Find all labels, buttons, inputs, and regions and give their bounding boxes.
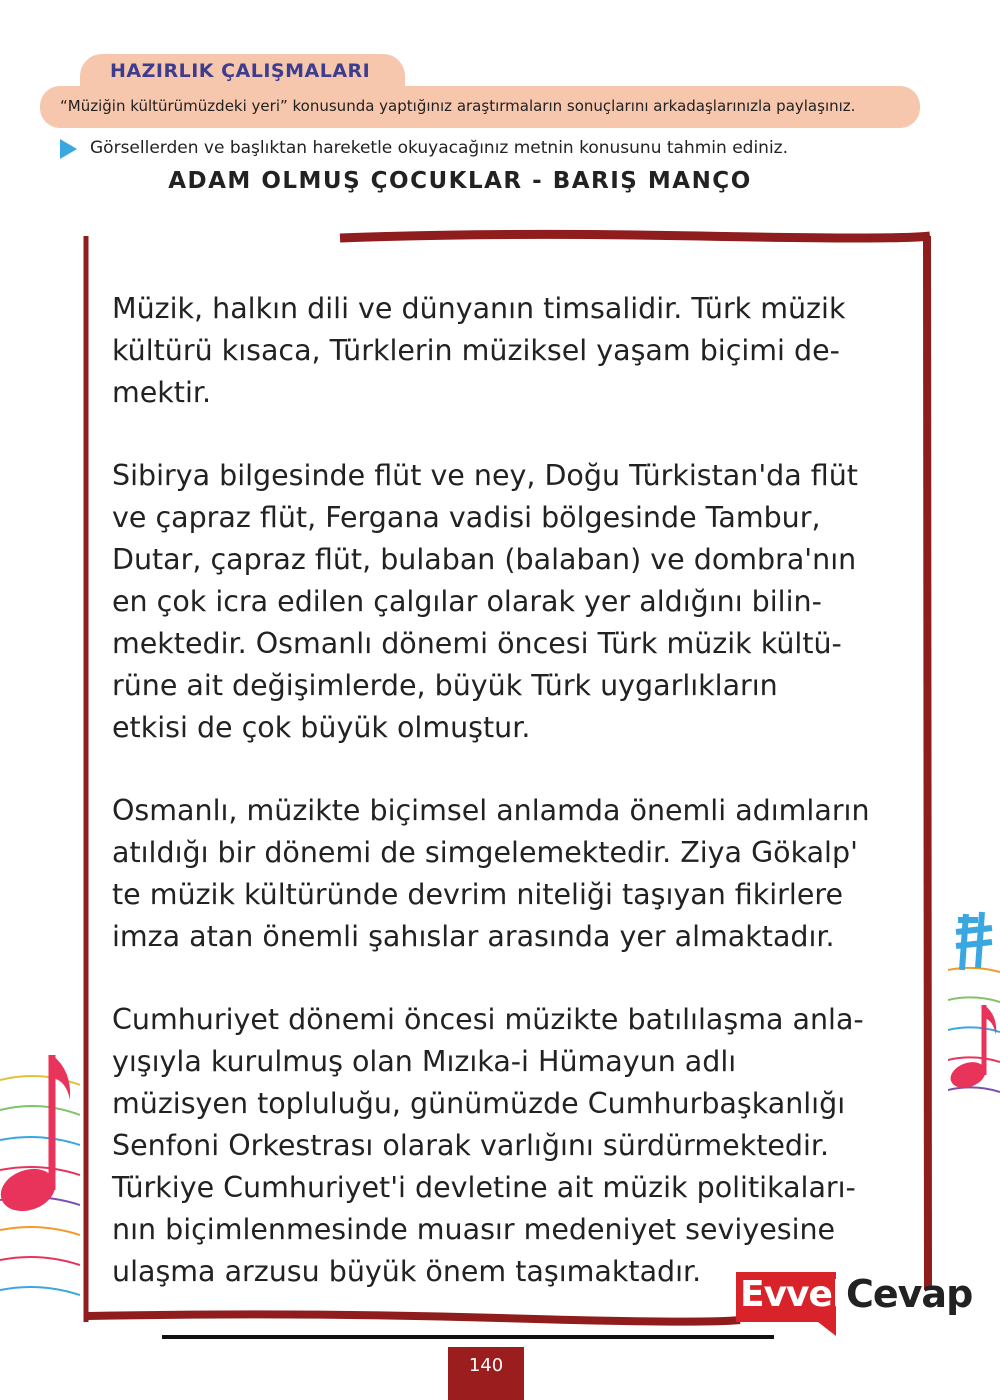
evvelcevap-logo	[736, 1272, 973, 1336]
logo-evvel-box: Evvel	[736, 1272, 836, 1322]
paragraph: Osmanlı, müzikte biçimsel anlamda önemli adımların atıldığı bir dönemi de simgelemektedir. Ziya Gökalp' te müzik kültüründe devrim niteliği taşıyan fikirlere imza atan önemli şahıslar arasında yer almaktadır.	[112, 794, 870, 953]
section-label: HAZIRLIK ÇALIŞMALARI	[110, 60, 371, 82]
sharp-sign-icon	[948, 910, 1000, 1110]
paragraph: Cumhuriyet dönemi öncesi müzikte batılılaşma anla- yışıyla kurulmuş olan Mızıka-i Hümayun adlı müzisyen topluluğu, günümüzde Cumhurbaşkanlığı Senfoni Orkestrası olarak varlığını sürdürmektedir. Türkiye Cumhuriyet'i devletine ait müzik politikaları- nın biçimlenmesinde muasır medeniyet seviyesine ulaşma arzusu büyük önem taşımaktadır.	[112, 1003, 864, 1288]
paragraph: Müzik, halkın dili ve dünyanın timsalidir. Türk müzik kültürü kısaca, Türklerin müziksel yaşam biçimi de- mektir.	[112, 292, 846, 409]
music-note-icon	[0, 1040, 80, 1340]
footer-rule	[162, 1335, 774, 1339]
logo-cevap-text: Cevap	[846, 1272, 973, 1316]
instruction-text: Görsellerden ve başlıktan hareketle okuyacağınız metnin konusunu tahmin ediniz.	[90, 138, 788, 158]
logo-speech-tail	[818, 1322, 836, 1336]
play-triangle-icon	[58, 138, 78, 160]
preparation-bar	[40, 86, 920, 128]
page-number-box	[448, 1347, 524, 1400]
page-title: ADAM OLMUŞ ÇOCUKLAR - BARIŞ MANÇO	[168, 168, 752, 194]
paragraph: Sibirya bilgesinde flüt ve ney, Doğu Türkistan'da flüt ve çapraz flüt, Fergana vadisi bölgesinde Tambur, Dutar, çapraz flüt, bulaban (balaban) ve dombra'nın en çok icra edilen çalgılar olarak yer aldığını bilin- mektedir. Osmanlı dönemi öncesi Türk müzik kültü- rüne ait değişimlerde, büyük Türk uygarlıkların etkisi de çok büyük olmuştur.	[112, 459, 858, 744]
preparation-text: “Müziğin kültürümüzdeki yeri” konusunda yaptığınız araştırmaların sonuçlarını arkadaşlarınızla paylaşınız.	[60, 97, 856, 115]
article-body	[112, 288, 912, 1334]
page-number: 140	[468, 1355, 504, 1376]
